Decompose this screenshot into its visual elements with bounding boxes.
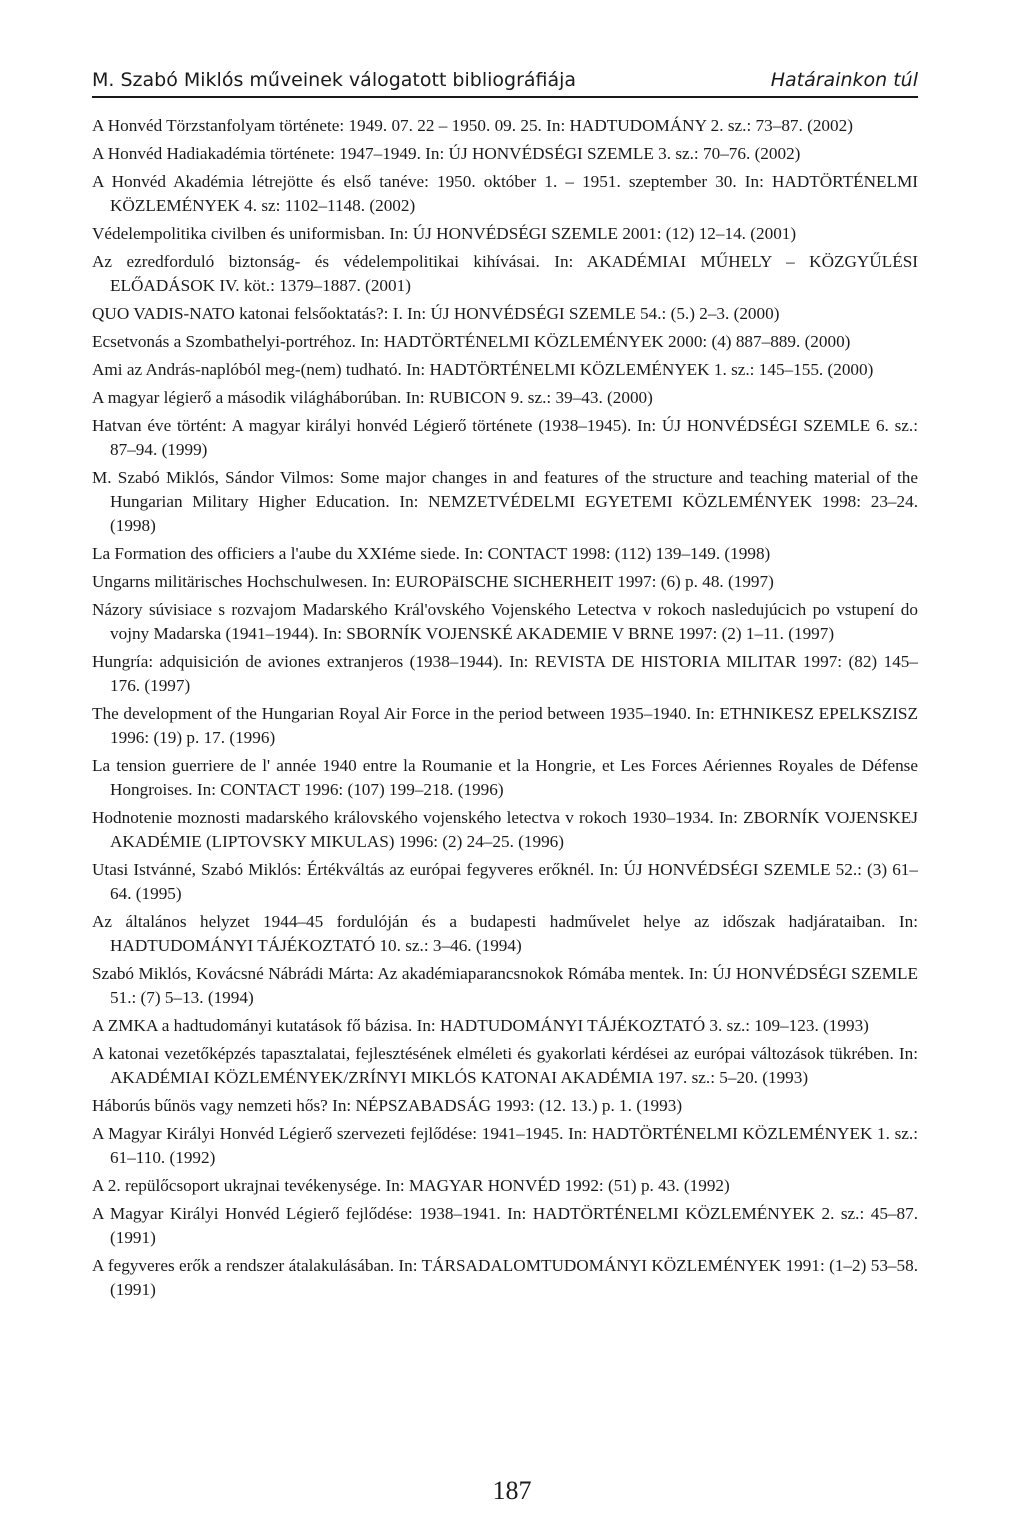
bibliography-entry: A Honvéd Hadiakadémia története: 1947–1949. In: ÚJ HONVÉDSÉGI SZEMLE 3. sz.: 70–76. (2002) bbox=[92, 144, 801, 163]
bibliography-list bbox=[92, 114, 918, 1302]
bibliography-entry: A 2. repülőcsoport ukrajnai tevékenysége. In: MAGYAR HONVÉD 1992: (51) p. 43. (1992) bbox=[92, 1176, 730, 1195]
bibliography-entry: A katonai vezetőképzés tapasztalatai, fejlesztésének elméleti és gyakorlati kérdései az európai változások tükrében. In: AKADÉMIAI KÖZLEMÉNYEK/ZRÍNYI MIKLÓS KATONAI AKADÉMIA 197. sz.: 5–20. (1993) bbox=[92, 1044, 918, 1087]
bibliography-entry: Védelempolitika civilben és uniformisban. In: ÚJ HONVÉDSÉGI SZEMLE 2001: (12) 12–14. (2001) bbox=[92, 224, 797, 243]
bibliography-entry: Hatvan éve történt: A magyar királyi honvéd Légierő története (1938–1945). In: ÚJ HONVÉDSÉGI SZEMLE 6. sz.: 87–94. (1999) bbox=[92, 416, 918, 459]
running-header bbox=[92, 68, 918, 98]
bibliography-entry: La Formation des officiers a l'aube du XXIéme siede. In: CONTACT 1998: (112) 139–149. (1998) bbox=[92, 544, 771, 563]
bibliography-entry: Hodnotenie moznosti madarského královského vojenského letectva v rokoch 1930–1934. In: ZBORNÍK VOJENSKEJ AKADÉMIE (LIPTOVSKY MIKULAS) 1996: (2) 24–25. (1996) bbox=[92, 808, 918, 851]
bibliography-entry: Ecsetvonás a Szombathelyi-portréhoz. In: HADTÖRTÉNELMI KÖZLEMÉNYEK 2000: (4) 887–889. (2000) bbox=[92, 332, 851, 351]
bibliography-entry: A Honvéd Törzstanfolyam története: 1949. 07. 22 – 1950. 09. 25. In: HADTUDOMÁNY 2. sz.: 73–87. (2002) bbox=[92, 116, 853, 135]
bibliography-entry: A magyar légierő a második világháborúban. In: RUBICON 9. sz.: 39–43. (2000) bbox=[92, 388, 653, 407]
bibliography-entry: A Magyar Királyi Honvéd Légierő szervezeti fejlődése: 1941–1945. In: HADTÖRTÉNELMI KÖZLEMÉNYEK 1. sz.: 61–110. (1992) bbox=[92, 1124, 918, 1167]
bibliography-entry: Háborús bűnös vagy nemzeti hős? In: NÉPSZABADSÁG 1993: (12. 13.) p. 1. (1993) bbox=[92, 1096, 683, 1115]
bibliography-entry: Ami az András-naplóból meg-(nem) tudható. In: HADTÖRTÉNELMI KÖZLEMÉNYEK 1. sz.: 145–155. (2000) bbox=[92, 360, 874, 379]
bibliography-entry: A Honvéd Akadémia létrejötte és első tanéve: 1950. október 1. – 1951. szeptember 30. In: HADTÖRTÉNELMI KÖZLEMÉNYEK 4. sz: 1102–1148. (2002) bbox=[92, 172, 918, 215]
page-number: 187 bbox=[492, 1476, 532, 1505]
bibliography-entry: Hungría: adquisición de aviones extranjeros (1938–1944). In: REVISTA DE HISTORIA MILITAR 1997: (82) 145–176. (1997) bbox=[92, 652, 918, 695]
bibliography-entry: QUO VADIS-NATO katonai felsőoktatás?: I. In: ÚJ HONVÉDSÉGI SZEMLE 54.: (5.) 2–3. (2000) bbox=[92, 304, 780, 323]
bibliography-entry: Názory súvisiace s rozvajom Madarského Král'ovského Vojenského Letectva v rokoch nasledujúcich po vstupení do vojny Madarska (1941–1944). In: SBORNÍK VOJENSKÉ AKADEMIE V BRNE 1997: (2) 1–11. (1997) bbox=[92, 600, 918, 643]
bibliography-entry: Szabó Miklós, Kovácsné Nábrádi Márta: Az akadémiaparancsnokok Rómába mentek. In: ÚJ HONVÉDSÉGI SZEMLE 51.: (7) 5–13. (1994) bbox=[92, 964, 918, 1007]
bibliography-entry: A ZMKA a hadtudományi kutatások fő bázisa. In: HADTUDOMÁNYI TÁJÉKOZTATÓ 3. sz.: 109–123. (1993) bbox=[92, 1016, 869, 1035]
bibliography-entry: A fegyveres erők a rendszer átalakulásában. In: TÁRSADALOMTUDOMÁNYI KÖZLEMÉNYEK 1991: (1–2) 53–58. (1991) bbox=[92, 1256, 918, 1299]
bibliography-entry: Az általános helyzet 1944–45 fordulóján és a budapesti hadművelet helye az időszak hadjárataiban. In: HADTUDOMÁNYI TÁJÉKOZTATÓ 10. sz.: 3–46. (1994) bbox=[92, 912, 918, 955]
bibliography-entry: Ungarns militärisches Hochschulwesen. In: EUROPäISCHE SICHERHEIT 1997: (6) p. 48. (1997) bbox=[92, 572, 774, 591]
bibliography-entry: Az ezredforduló biztonság- és védelempolitikai kihívásai. In: AKADÉMIAI MŰHELY – KÖZGYŰLÉSI ELŐADÁSOK IV. köt.: 1379–1887. (2001) bbox=[92, 252, 918, 295]
bibliography-entry: A Magyar Királyi Honvéd Légierő fejlődése: 1938–1941. In: HADTÖRTÉNELMI KÖZLEMÉNYEK 2. sz.: 45–87. (1991) bbox=[92, 1204, 918, 1247]
document-page bbox=[92, 68, 918, 1306]
bibliography-entry: La tension guerriere de l' année 1940 entre la Roumanie et la Hongrie, et Les Forces Aériennes Royales de Défense Hongroises. In: CONTACT 1996: (107) 199–218. (1996) bbox=[92, 756, 918, 799]
header-section-title: Határainkon túl bbox=[770, 69, 918, 91]
bibliography-entry: M. Szabó Miklós, Sándor Vilmos: Some major changes in and features of the structure and teaching material of the Hungarian Military Higher Education. In: NEMZETVÉDELMI EGYETEMI KÖZLEMÉNYEK 1998: 23–24. (1998) bbox=[92, 468, 918, 535]
bibliography-entry: The development of the Hungarian Royal Air Force in the period between 1935–1940. In: ETHNIKESZ EPELKSZISZ 1996: (19) p. 17. (1996) bbox=[92, 704, 918, 747]
bibliography-entry: Utasi Istvánné, Szabó Miklós: Értékváltás az európai fegyveres erőknél. In: ÚJ HONVÉDSÉGI SZEMLE 52.: (3) 61–64. (1995) bbox=[92, 860, 918, 903]
header-book-title: M. Szabó Miklós műveinek válogatott bibliográfiája bbox=[92, 69, 577, 91]
